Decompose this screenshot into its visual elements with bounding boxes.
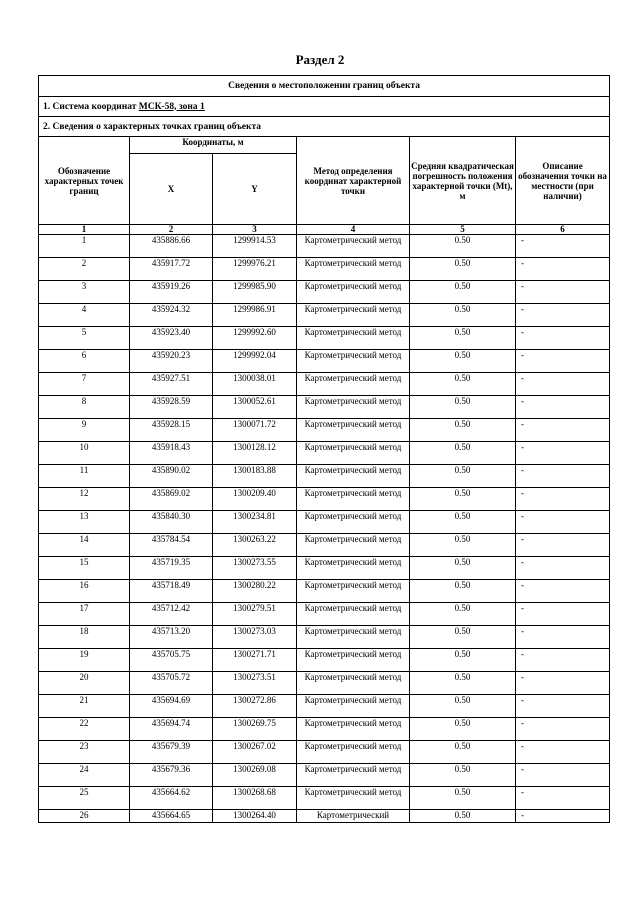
coord-y-cell: 1300271.71 — [213, 649, 297, 672]
method-cell: Картометрический метод — [297, 488, 410, 511]
table-row — [39, 488, 610, 511]
mean-error-cell: 0.50 — [410, 557, 516, 580]
coord-y-cell: 1300280.22 — [213, 580, 297, 603]
mean-error-cell: 0.50 — [410, 511, 516, 534]
coord-y-cell: 1299992.04 — [213, 350, 297, 373]
coord-y-cell: 1300052.61 — [213, 396, 297, 419]
point-number-cell: 12 — [39, 488, 130, 511]
table-row — [39, 442, 610, 465]
coord-x-cell: 435784.54 — [130, 534, 213, 557]
method-cell: Картометрический метод — [297, 557, 410, 580]
coord-y-cell: 1299914.53 — [213, 235, 297, 258]
coord-y-cell: 1300038.01 — [213, 373, 297, 396]
coord-x-cell: 435869.02 — [130, 488, 213, 511]
point-number-cell: 5 — [39, 327, 130, 350]
mean-error-cell: 0.50 — [410, 764, 516, 787]
method-cell: Картометрический метод — [297, 649, 410, 672]
method-cell: Картометрический метод — [297, 672, 410, 695]
col-number: 6 — [516, 225, 610, 235]
coord-x-cell: 435713.20 — [130, 626, 213, 649]
mean-error-cell: 0.50 — [410, 534, 516, 557]
point-number-cell: 14 — [39, 534, 130, 557]
col-number: 2 — [130, 225, 213, 235]
point-number-cell: 18 — [39, 626, 130, 649]
coord-x-cell: 435718.49 — [130, 580, 213, 603]
coord-x-cell: 435679.36 — [130, 764, 213, 787]
mean-error-cell: 0.50 — [410, 649, 516, 672]
description-cell: - — [516, 603, 610, 626]
coord-x-cell: 435679.39 — [130, 741, 213, 764]
method-cell: Картометрический метод — [297, 580, 410, 603]
coord-x-cell: 435923.40 — [130, 327, 213, 350]
description-cell: - — [516, 281, 610, 304]
table-row — [39, 419, 610, 442]
coord-x-cell: 435705.75 — [130, 649, 213, 672]
description-cell: - — [516, 488, 610, 511]
description-cell: - — [516, 580, 610, 603]
coord-y-cell: 1300071.72 — [213, 419, 297, 442]
mean-error-cell: 0.50 — [410, 396, 516, 419]
point-number-cell: 2 — [39, 258, 130, 281]
mean-error-cell: 0.50 — [410, 787, 516, 810]
table-row — [39, 649, 610, 672]
coord-x-cell: 435719.35 — [130, 557, 213, 580]
table-row — [39, 557, 610, 580]
method-cell: Картометрический метод — [297, 373, 410, 396]
header-method: Метод определения координат характерной точки — [297, 137, 410, 225]
coord-y-cell: 1300264.40 — [213, 810, 297, 823]
coord-x-cell: 435840.30 — [130, 511, 213, 534]
description-cell: - — [516, 718, 610, 741]
mean-error-cell: 0.50 — [410, 695, 516, 718]
method-cell: Картометрический метод — [297, 396, 410, 419]
description-cell: - — [516, 764, 610, 787]
description-cell: - — [516, 557, 610, 580]
coord-y-cell: 1299992.60 — [213, 327, 297, 350]
point-number-cell: 11 — [39, 465, 130, 488]
coord-y-cell: 1300267.02 — [213, 741, 297, 764]
method-cell: Картометрический метод — [297, 442, 410, 465]
point-number-cell: 25 — [39, 787, 130, 810]
description-cell: - — [516, 810, 610, 823]
table-row — [39, 787, 610, 810]
description-cell: - — [516, 534, 610, 557]
coord-y-cell: 1300279.51 — [213, 603, 297, 626]
coord-y-cell: 1300273.51 — [213, 672, 297, 695]
mean-error-cell: 0.50 — [410, 626, 516, 649]
coord-system-line — [39, 97, 610, 117]
table-row — [39, 350, 610, 373]
coord-x-cell: 435664.62 — [130, 787, 213, 810]
coord-x-cell: 435924.32 — [130, 304, 213, 327]
point-number-cell: 20 — [39, 672, 130, 695]
mean-error-cell: 0.50 — [410, 810, 516, 823]
method-cell: Картометрический метод — [297, 718, 410, 741]
coord-y-cell: 1300273.03 — [213, 626, 297, 649]
mean-error-cell: 0.50 — [410, 603, 516, 626]
section-title: Раздел 2 — [295, 52, 345, 67]
method-cell: Картометрический метод — [297, 258, 410, 281]
description-cell: - — [516, 511, 610, 534]
method-cell: Картометрический метод — [297, 350, 410, 373]
coord-x-cell: 435712.42 — [130, 603, 213, 626]
coord-x-cell: 435664.65 — [130, 810, 213, 823]
table-row — [39, 235, 610, 258]
coord-x-cell: 435890.02 — [130, 465, 213, 488]
description-cell: - — [516, 695, 610, 718]
method-cell: Картометрический метод — [297, 764, 410, 787]
coord-y-cell: 1300209.40 — [213, 488, 297, 511]
point-number-cell: 23 — [39, 741, 130, 764]
coord-system-prefix: 1. Система координат — [43, 101, 137, 112]
method-cell: Картометрический метод — [297, 626, 410, 649]
mean-error-cell: 0.50 — [410, 718, 516, 741]
description-cell: - — [516, 304, 610, 327]
coord-x-cell: 435694.69 — [130, 695, 213, 718]
description-cell: - — [516, 350, 610, 373]
description-cell: - — [516, 465, 610, 488]
header-x: X — [130, 154, 213, 225]
point-number-cell: 10 — [39, 442, 130, 465]
method-cell: Картометрический метод — [297, 465, 410, 488]
description-cell: - — [516, 787, 610, 810]
method-cell: Картометрический метод — [297, 695, 410, 718]
point-number-cell: 26 — [39, 810, 130, 823]
mean-error-cell: 0.50 — [410, 488, 516, 511]
mean-error-cell: 0.50 — [410, 465, 516, 488]
table-row — [39, 695, 610, 718]
coord-x-cell: 435917.72 — [130, 258, 213, 281]
mean-error-cell: 0.50 — [410, 741, 516, 764]
mean-error-cell: 0.50 — [410, 235, 516, 258]
description-cell: - — [516, 626, 610, 649]
method-cell: Картометрический метод — [297, 419, 410, 442]
coord-y-cell: 1300273.55 — [213, 557, 297, 580]
description-cell: - — [516, 741, 610, 764]
point-number-cell: 17 — [39, 603, 130, 626]
table-row — [39, 396, 610, 419]
header-point-designation: Обозначение характерных точек границ — [39, 137, 130, 225]
table-row — [39, 718, 610, 741]
col-number: 5 — [410, 225, 516, 235]
points-heading: 2. Сведения о характерных точках границ объекта — [39, 117, 610, 137]
point-number-cell: 6 — [39, 350, 130, 373]
coord-y-cell: 1300183.88 — [213, 465, 297, 488]
description-cell: - — [516, 419, 610, 442]
header-y: Y — [213, 154, 297, 225]
description-cell: - — [516, 649, 610, 672]
mean-error-cell: 0.50 — [410, 672, 516, 695]
coord-y-cell: 1300234.81 — [213, 511, 297, 534]
coord-system-value: МСК-58, зона 1 — [138, 101, 205, 112]
method-cell: Картометрический метод — [297, 741, 410, 764]
coord-y-cell: 1299976.21 — [213, 258, 297, 281]
point-number-cell: 16 — [39, 580, 130, 603]
description-cell: - — [516, 327, 610, 350]
point-number-cell: 4 — [39, 304, 130, 327]
method-cell: Картометрический метод — [297, 304, 410, 327]
table-row — [39, 258, 610, 281]
coord-x-cell: 435886.66 — [130, 235, 213, 258]
coord-y-cell: 1300263.22 — [213, 534, 297, 557]
description-cell: - — [516, 396, 610, 419]
table-row — [39, 281, 610, 304]
col-number: 1 — [39, 225, 130, 235]
coord-x-cell: 435694.74 — [130, 718, 213, 741]
description-cell: - — [516, 442, 610, 465]
coord-y-cell: 1300128.12 — [213, 442, 297, 465]
coord-y-cell: 1300268.68 — [213, 787, 297, 810]
table-row — [39, 741, 610, 764]
header-description: Описание обозначения точки на местности (при наличии) — [516, 137, 610, 225]
col-number: 3 — [213, 225, 297, 235]
method-cell: Картометрический метод — [297, 787, 410, 810]
table-row — [39, 764, 610, 787]
point-number-cell: 9 — [39, 419, 130, 442]
point-number-cell: 19 — [39, 649, 130, 672]
point-number-cell: 13 — [39, 511, 130, 534]
description-cell: - — [516, 373, 610, 396]
method-cell: Картометрический — [297, 810, 410, 823]
description-cell: - — [516, 672, 610, 695]
coord-y-cell: 1300269.08 — [213, 764, 297, 787]
mean-error-cell: 0.50 — [410, 281, 516, 304]
method-cell: Картометрический метод — [297, 281, 410, 304]
header-error: Средняя квадратическая погрешность положения характерной точки (Mt), м — [410, 137, 516, 225]
point-number-cell: 15 — [39, 557, 130, 580]
header-coordinates: Координаты, м — [130, 137, 297, 154]
boundary-points-table — [38, 75, 610, 823]
point-number-cell: 24 — [39, 764, 130, 787]
point-number-cell: 21 — [39, 695, 130, 718]
point-number-cell: 3 — [39, 281, 130, 304]
coord-y-cell: 1300269.75 — [213, 718, 297, 741]
coord-x-cell: 435920.23 — [130, 350, 213, 373]
point-number-cell: 7 — [39, 373, 130, 396]
table-row — [39, 810, 610, 823]
mean-error-cell: 0.50 — [410, 327, 516, 350]
coord-x-cell: 435919.26 — [130, 281, 213, 304]
table-row — [39, 580, 610, 603]
mean-error-cell: 0.50 — [410, 258, 516, 281]
table-row — [39, 373, 610, 396]
coord-x-cell: 435918.43 — [130, 442, 213, 465]
point-number-cell: 22 — [39, 718, 130, 741]
mean-error-cell: 0.50 — [410, 419, 516, 442]
method-cell: Картометрический метод — [297, 511, 410, 534]
coord-x-cell: 435927.51 — [130, 373, 213, 396]
table-row — [39, 626, 610, 649]
mean-error-cell: 0.50 — [410, 350, 516, 373]
table-row — [39, 672, 610, 695]
mean-error-cell: 0.50 — [410, 373, 516, 396]
col-number: 4 — [297, 225, 410, 235]
table-row — [39, 304, 610, 327]
table-row — [39, 511, 610, 534]
mean-error-cell: 0.50 — [410, 442, 516, 465]
description-cell: - — [516, 258, 610, 281]
method-cell: Картометрический метод — [297, 603, 410, 626]
table-row — [39, 534, 610, 557]
table-row — [39, 327, 610, 350]
point-number-cell: 8 — [39, 396, 130, 419]
method-cell: Картометрический метод — [297, 534, 410, 557]
column-numbers-row — [39, 225, 610, 235]
mean-error-cell: 0.50 — [410, 580, 516, 603]
table-row — [39, 465, 610, 488]
point-number-cell: 1 — [39, 235, 130, 258]
coord-y-cell: 1300272.86 — [213, 695, 297, 718]
coord-y-cell: 1299985.90 — [213, 281, 297, 304]
coord-x-cell: 435928.15 — [130, 419, 213, 442]
table-title: Сведения о местоположении границ объекта — [39, 76, 610, 97]
coord-x-cell: 435705.72 — [130, 672, 213, 695]
table-row — [39, 603, 610, 626]
coord-y-cell: 1299986.91 — [213, 304, 297, 327]
method-cell: Картометрический метод — [297, 327, 410, 350]
mean-error-cell: 0.50 — [410, 304, 516, 327]
coord-x-cell: 435928.59 — [130, 396, 213, 419]
description-cell: - — [516, 235, 610, 258]
method-cell: Картометрический метод — [297, 235, 410, 258]
